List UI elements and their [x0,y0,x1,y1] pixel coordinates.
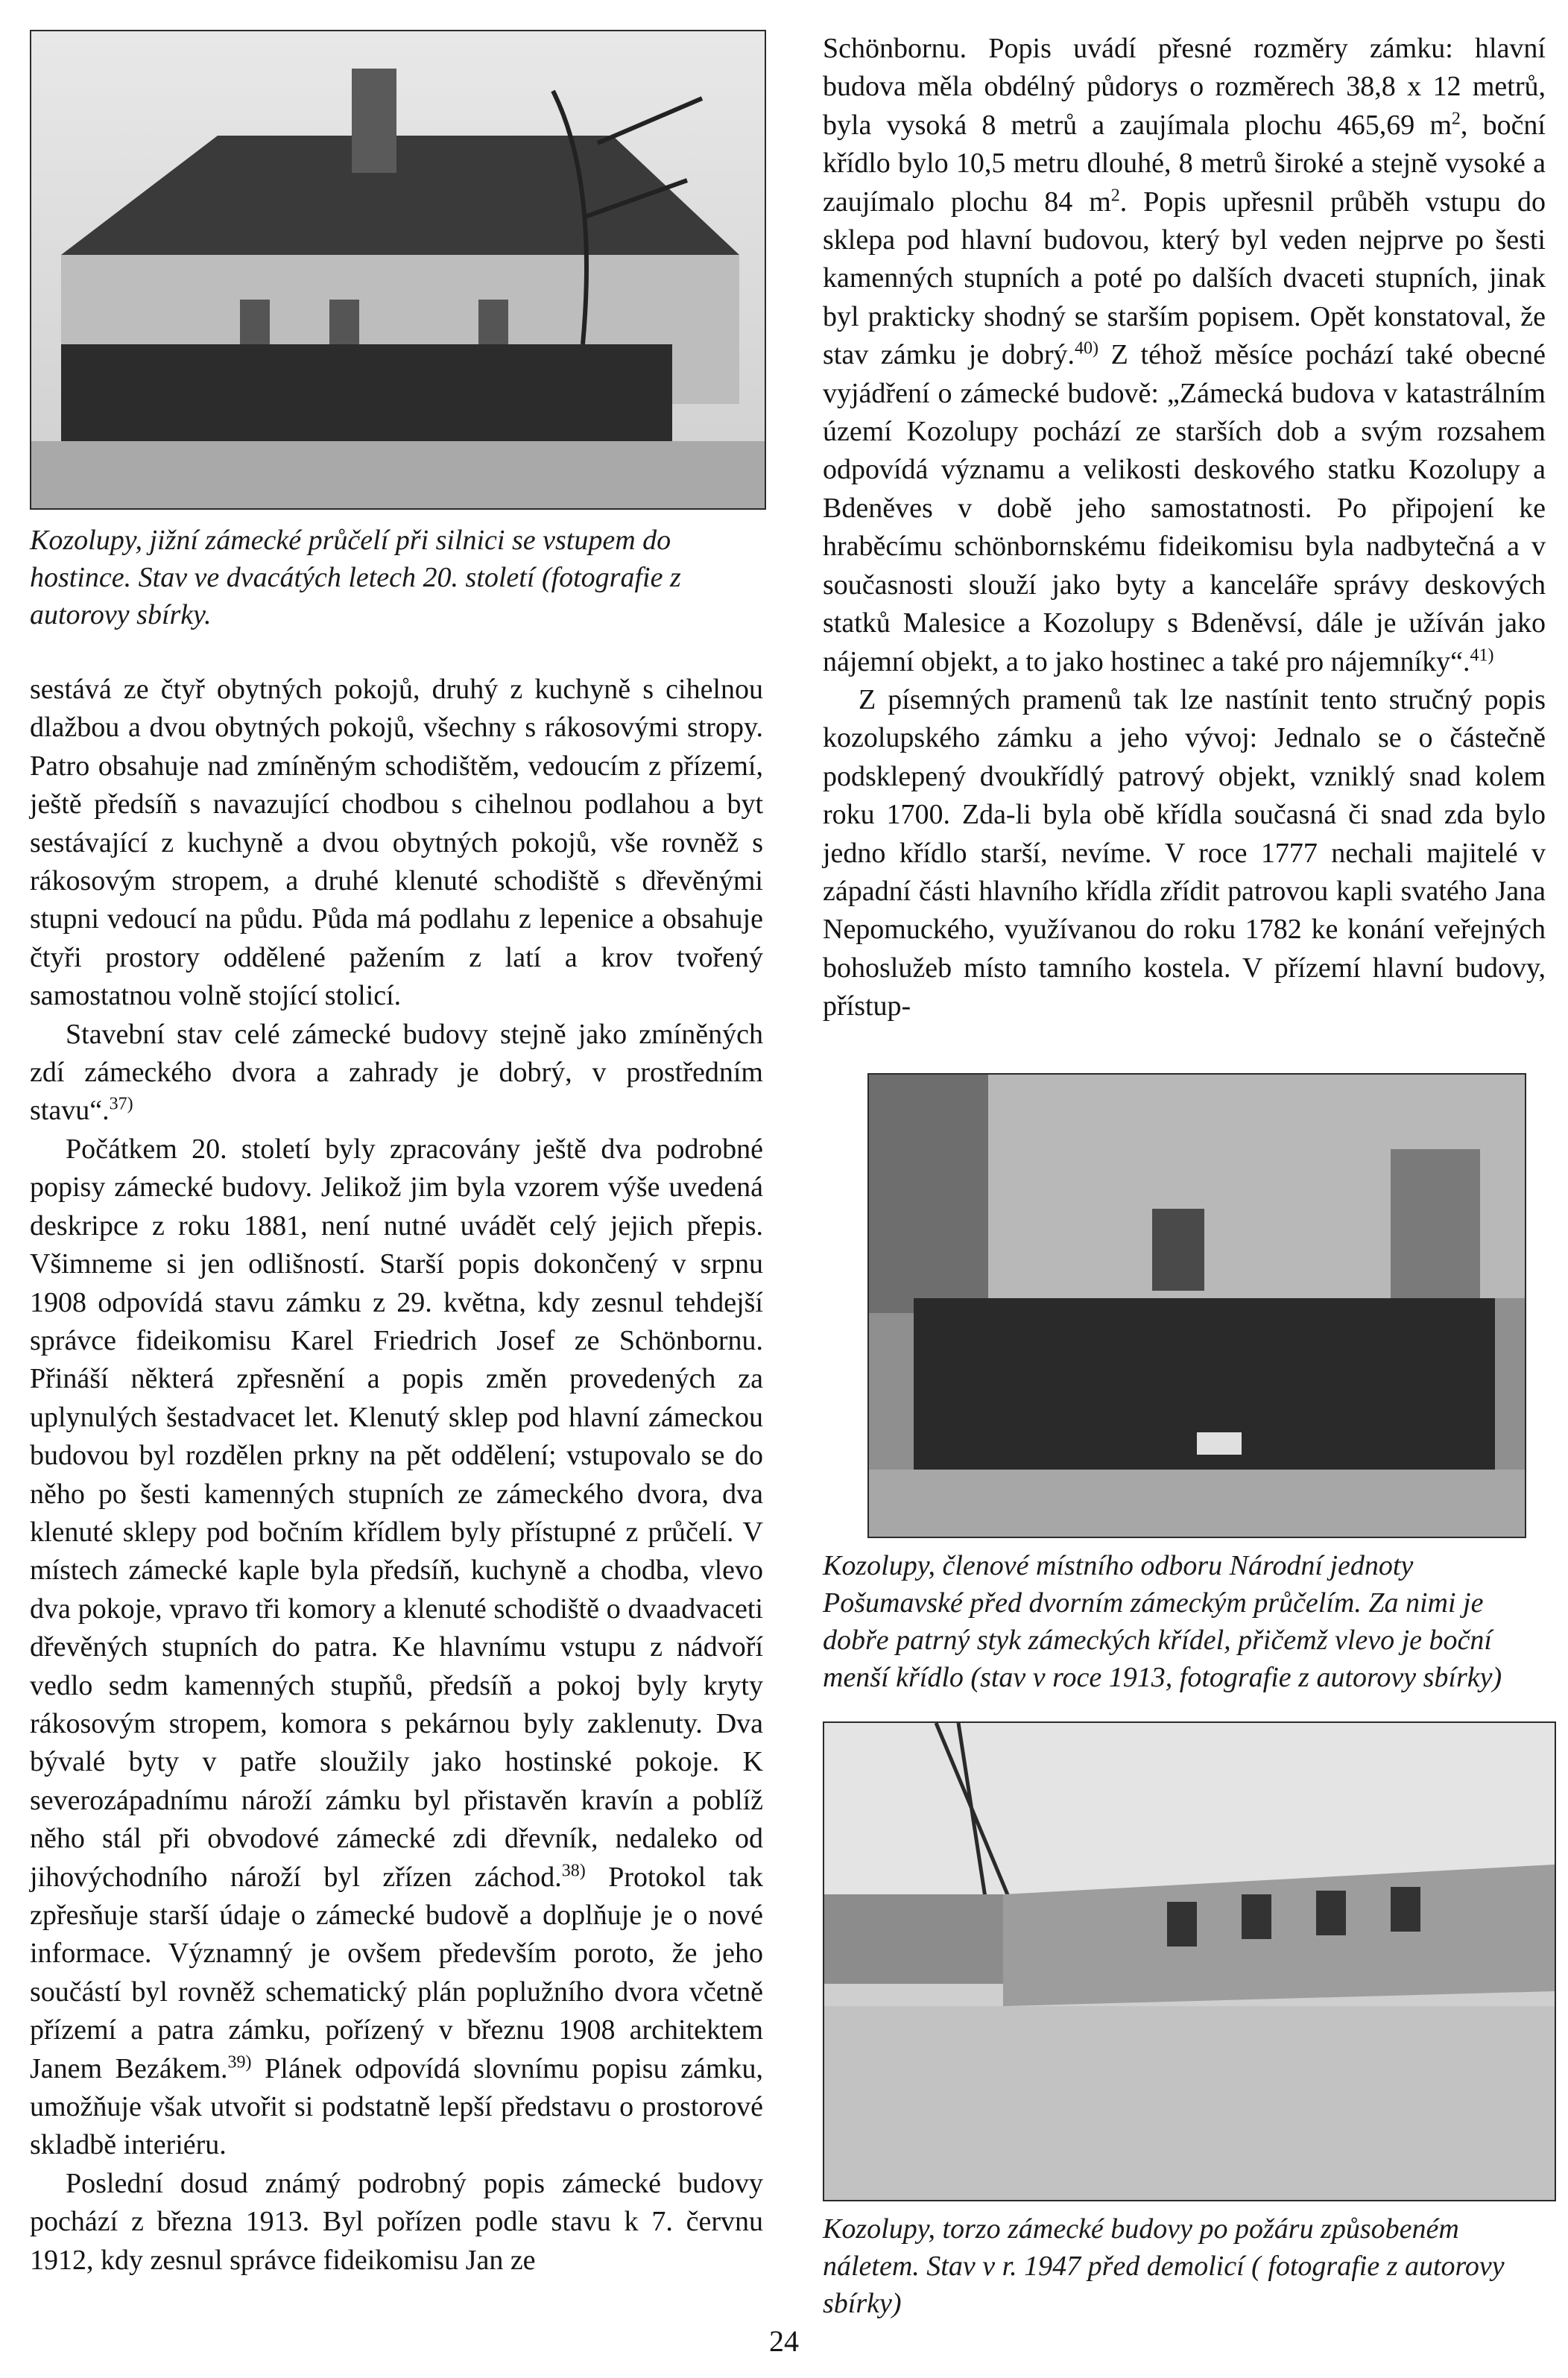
footnote-ref: 39) [227,2052,252,2072]
photo-caption: Kozolupy, jižní zámecké průčelí při silnici se vstupem do hostince. Stav ve dvacátých letech 20. století (fotografie z autorovy sbírky. [30,525,681,630]
footnote-ref: 37) [109,1094,133,1114]
paragraph: sestává ze čtyř obytných pokojů, druhý z kuchyně s cihelnou dlažbou a dvou obytných pokojů, všechny s rákosovými stropy. Patro obsahuje nad zmíněným schodištěm, vedoucím z přízemí, ještě předsíň s navazující chodbou s cihelnou podlahou a byt sestávající z kuchyně a dvou obytných pokojů, vše rovněž s rákosovým stropem, a druhé klenuté schodiště s dřevěnými stupni vedoucí na půdu. Půda má podlahu z lepenice a obsahuje čtyři prostory oddělené pažením z latí a krov tvořený samostatnou volně stojící stolicí. [30,674,763,1012]
right-column [823,30,1546,1026]
photo-caption: Kozolupy, torzo zámecké budovy po požáru způsobeném náletem. Stav v r. 1947 před demolicí ( fotografie z autorovy sbírky) [823,2213,1505,2319]
left-column [30,671,763,2280]
footnote-ref: 38) [561,1860,586,1880]
paragraph: Stavební stav celé zámecké budovy stejně jako zmíněných zdí zámeckého dvora a zahrady je dobrý, v prostředním stavu“.$^{37)}$ [30,1018,763,1127]
paragraph: Počátkem 20. století byly zpracovány ještě dva podrobné popisy zámecké budovy. Jelikož jim byla vzorem výše uvedená deskripce z roku 1881, není nutné uvádět celý jejich přepis. Všimneme si jen odlišností. Starší popis dokončený v srpnu 1908 odpovídá stavu zámku z 29. května, kdy zesnul tehdejší správce fideikomisu Karel Friedrich Josef ze Schönbornu. Přináší některá zpřesnění a popis změn provedených za uplynulých šestadvacet let. Klenutý sklep pod hlavní zámeckou budovou byl rozdělen prkny na pět oddělení; vstupovalo se do něho po šesti kamenných stupních ze zámeckého dvora, dva klenuté sklepy pod bočním křídlem byly přístupné z průčelí. V místech zámecké kaple byla předsíň, kuchyně a chodba, vlevo dva pokoje, vpravo tři komory a klenuté schodiště o dvaadvaceti dřevěných stupních do patra. Ke hlavnímu vstupu z nádvoří vedlo sedm kamenných stupňů, předsíň a pokoj byly kryty rákosovým stropem, komora s pekárnou byly zaklenuty. Dva bývalé byty v patře sloužily jako hostinské pokoje. K severozápadnímu nároží zámku byl přistavěn kravín a poblíž něho stál při obvodové zámecké zdi dřevník, nedaleko od jihovýchodního nároží byl zřízen záchod.$^{38)}$ Protokol tak zpřesňuje starší údaje o zámecké budově a doplňuje je o nové informace. Významný je ovšem především poroto, že jeho součástí byl rovněž schematický plán poplužního dvora včetně přízemí a patra zámku, pořízený v březnu 1908 architektem Janem Bezákem.$^{39)}$ Plánek odpovídá slovnímu popisu zámku, umožňuje však utvořit si podstatně lepší představu o prostorové skladbě interiéru. [30,1133,763,2161]
photo-caption: Kozolupy, členové místního odboru Národní jednoty Pošumavské před dvorním zámeckým průčelím. Za nimi je dobře patrný styk zámeckých křídel, přičemž vlevo je boční menší křídlo (stav v roce 1913, fotografie z autorovy sbírky) [823,1550,1502,1693]
superscript: 2 [1110,185,1120,205]
footnote-ref: 41) [1470,645,1494,665]
footnote-ref: 40) [1075,338,1099,358]
superscript: 2 [1451,109,1461,129]
paragraph: Schönbornu. Popis uvádí přesné rozměry zámku: hlavní budova měla obdélný půdorys o rozměrech 38,8 x 12 metrů, byla vysoká 8 metrů a zaujímala plochu 465,69 $m^2$, boční křídlo bylo 10,5 metru dlouhé, 8 metrů široké a stejně vysoké a zaujímalo plochu 84 $m^2$. Popis upřesnil průběh vstupu do sklepa pod hlavní budovou, který byl veden nejprve po šesti kamenných stupních a poté po dalších dvaceti stupních, jinak byl prakticky shodný se starším popisem. Opět konstatoval, že stav zámku je dobrý.$^{40)}$ Z téhož měsíce pochází také obecné vyjádření o zámecké budově: „Zámecká budova v katastrálním území Kozolupy pochází ze starších dob a svým rozsahem odpovídá významu a velikosti deskového statku Kozolupy a Bdeněves v době jeho samostatnosti. Po připojení ke hraběcímu schönbornskému fideikomisu byla nadbytečná a v současnosti slouží jako byty a kanceláře správy deskových statků Malesice a Kozolupy s Bdeněvsí, dále je užíván jako nájemní objekt, a to jako hostinec a také pro nájemníky“.$^{41)}$ [823,33,1546,677]
page-number: 24 [769,2324,799,2358]
paragraph: Z písemných pramenů tak lze nastínit tento stručný popis kozolupského zámku a jeho vývoj: Jednalo se o částečně podsklepený dvoukřídlý patrový objekt, vzniklý snad kolem roku 1700. Zda-li byla obě křídla současná či snad zda bylo jedno křídlo starší, nevíme. V roce 1777 nechali majitelé v západní části hlavního křídla zřídit patrovou kapli svatého Jana Nepomuckého, využívanou do roku 1782 ke konání veřejných bohoslužeb místo tamního kostela. V přízemí hlavní budovy, přístup- [823,683,1546,1022]
photo-ruined-building [823,1721,1556,2201]
paragraph: Poslední dosud známý podrobný popis zámecké budovy pochází z března 1913. Byl pořízen podle stavu k 7. červnu 1912, kdy zesnul správce fideikomisu Jan ze [30,2167,763,2276]
photo-courtyard-group [867,1073,1526,1538]
photo-south-facade [30,30,766,510]
